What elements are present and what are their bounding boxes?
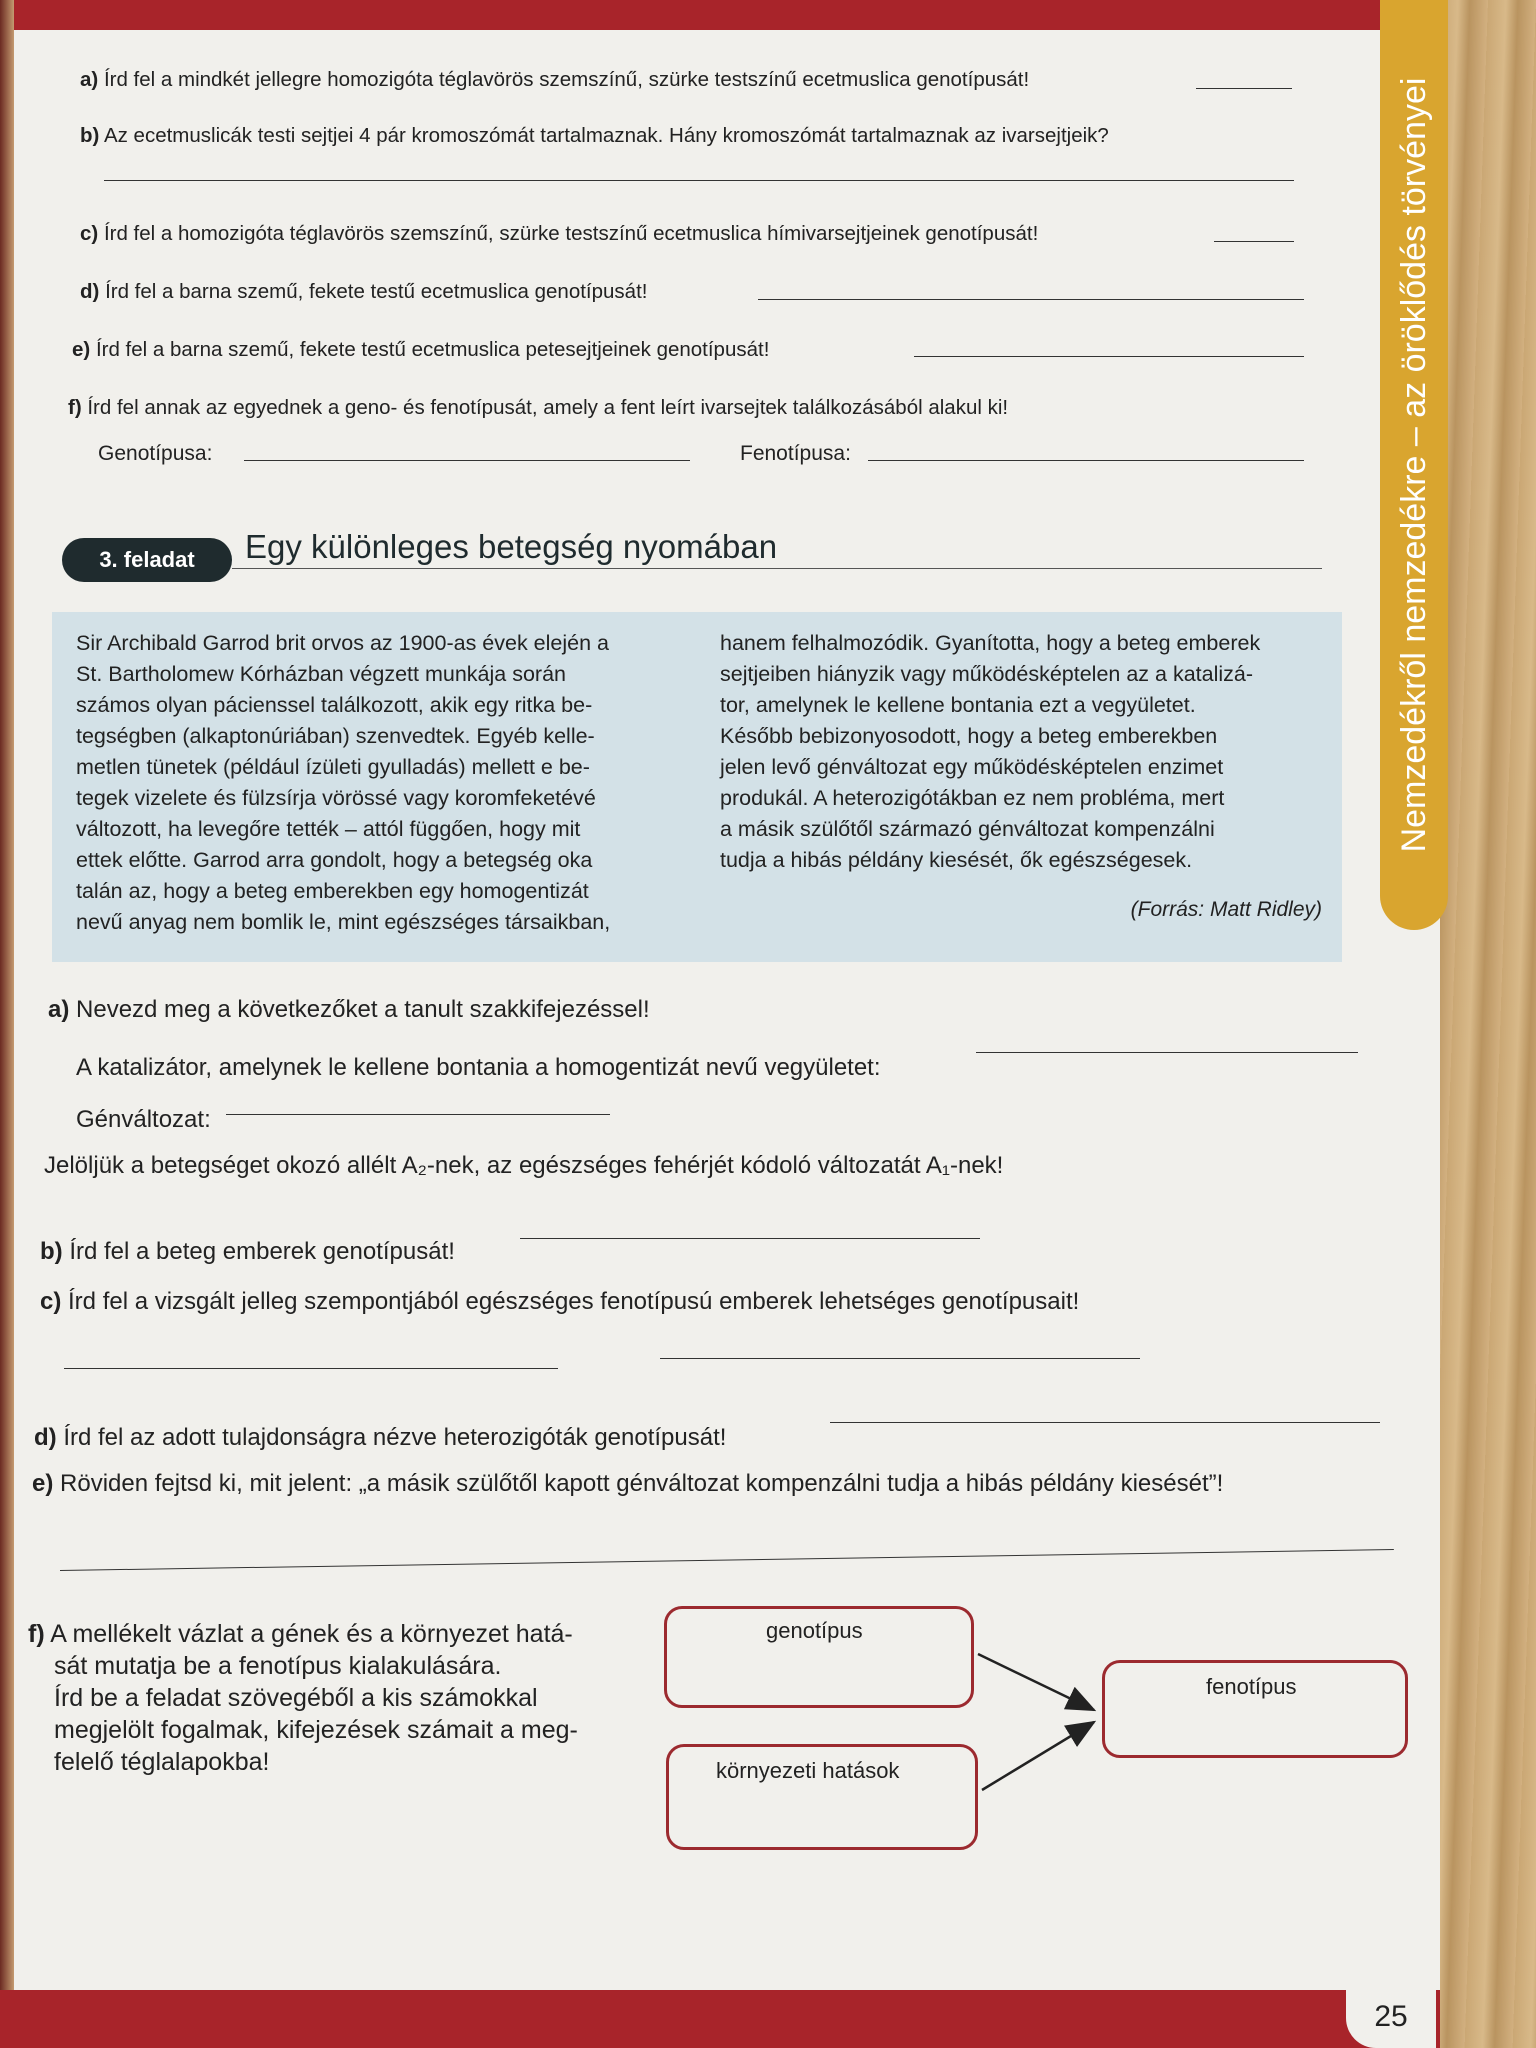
reading-line: tudja a hibás példány kiesését, ők egészségesek. <box>720 848 1193 872</box>
reading-line: jelen levő génváltozat egy működésképtelen enzimet <box>720 755 1224 779</box>
reading-line: a másik szülőtől származó génváltozat kompenzálni <box>720 817 1215 841</box>
reading-line: változott, ha levegőre tették – attól függően, hogy mit <box>76 817 581 841</box>
gene-variant-prompt: Génváltozat: <box>76 1106 211 1133</box>
question-d-upper: d) Írd fel a barna szemű, fekete testű ecetmuslica genotípusát! <box>80 280 648 303</box>
reading-line: számos olyan pácienssel találkozott, akik egy ritka be- <box>76 693 593 717</box>
reading-line: produkál. A heterozigótákban ez nem probléma, mert <box>720 786 1225 810</box>
reading-line: St. Bartholomew Kórházban végzett munkája során <box>76 662 566 686</box>
task-title: Egy különleges betegség nyomában <box>245 528 778 565</box>
question-a-upper: a) Írd fel a mindkét jellegre homozigóta téglavörös szemszínű, szürke testszínű ecetmuslica genotípusát! <box>80 68 1030 91</box>
catalyst-prompt: A katalizátor, amelynek le kellene bontania a homogentizát nevű vegyületet: <box>76 1054 881 1081</box>
question-e: e) Röviden fejtsd ki, mit jelent: „a másik szülőtől kapott génváltozat kompenzálni tudja a hibás példány kiesését”! <box>32 1470 1224 1497</box>
reading-line: nevű anyag nem bomlik le, mint egészséges társaikban, <box>76 910 611 934</box>
phenotype-box-label: fenotípus <box>1206 1674 1297 1699</box>
reading-line: tegek vizelete és fülzsírja vörössé vagy koromfeketévé <box>76 786 596 810</box>
genotype-label: Genotípusa: <box>98 442 213 465</box>
page-number: 25 <box>1346 1990 1436 2048</box>
question-c-upper: c) Írd fel a homozigóta téglavörös szemszínű, szürke testszínű ecetmuslica hímivarsejtjeinek genotípusát! <box>80 222 1039 245</box>
reading-line: ettek előtte. Garrod arra gondolt, hogy a betegség oka <box>76 848 593 872</box>
arrow-environment-to-phenotype <box>982 1722 1094 1790</box>
reading-line: hanem felhalmozódik. Gyanította, hogy a beteg emberek <box>720 631 1261 655</box>
bottom-red-band <box>0 1990 1440 2048</box>
question-a: a) Nevezd meg a következőket a tanult szakkifejezéssel! <box>48 996 650 1023</box>
question-f: f) A mellékelt vázlat a gének és a környezet hatá- sát mutatja be a fenotípus kialakulására. Írd be a feladat szövegéből a kis számokkal megjelölt fogalmak, kifejezések számait a meg- felelő téglalapokba! <box>28 1620 578 1776</box>
genotype-box-label: genotípus <box>766 1618 863 1643</box>
question-c: c) Írd fel a vizsgált jelleg szempontjából egészséges fenotípusú emberek lehetséges genotípusait! <box>40 1288 1080 1315</box>
reading-line: Később bebizonyosodott, hogy a beteg emberekben <box>720 724 1218 748</box>
reading-line: talán az, hogy a beteg emberekben egy homogentizát <box>76 879 589 903</box>
reading-line: Sir Archibald Garrod brit orvos az 1900-as évek elején a <box>76 631 609 655</box>
phenotype-label: Fenotípusa: <box>740 442 851 465</box>
question-d: d) Írd fel az adott tulajdonságra nézve heterozigóták genotípusát! <box>34 1424 727 1451</box>
question-f-upper: f) Írd fel annak az egyednek a geno- és fenotípusát, amely a fent leírt ivarsejtek találkozásából alakul ki! <box>68 396 1009 419</box>
question-e-upper: e) Írd fel a barna szemű, fekete testű ecetmuslica petesejtjeinek genotípusát! <box>72 338 770 361</box>
reading-source: (Forrás: Matt Ridley) <box>1130 898 1322 921</box>
arrow-genotype-to-phenotype <box>978 1654 1094 1710</box>
environment-box-label: környezeti hatások <box>716 1758 900 1783</box>
question-b: b) Írd fel a beteg emberek genotípusát! <box>40 1238 455 1265</box>
reading-line: tegségben (alkaptonúriában) szenvedtek. Egyéb kelle- <box>76 724 595 748</box>
reading-line: sejtjeiben hiányzik vagy működésképtelen az a katalizá- <box>720 662 1254 686</box>
question-b-upper: b) Az ecetmuslicák testi sejtjei 4 pár kromoszómát tartalmaznak. Hány kromoszómát tartalmaznak az ivarsejtjeik? <box>80 124 1109 147</box>
reading-line: tor, amelynek le kellene bontania ezt a vegyületet. <box>720 693 1196 717</box>
allele-note: Jelöljük a betegséget okozó allélt A₂-nek, az egészséges fehérjét kódoló változatát A₁-nek! <box>44 1152 1004 1179</box>
chapter-side-tab-text: Nemzedékről nemzedékre – az öröklődés törvényei <box>1395 77 1433 853</box>
task-badge: 3. feladat <box>62 538 232 582</box>
reading-line: metlen tünetek (például ízületi gyulladás) mellett e be- <box>76 755 590 779</box>
